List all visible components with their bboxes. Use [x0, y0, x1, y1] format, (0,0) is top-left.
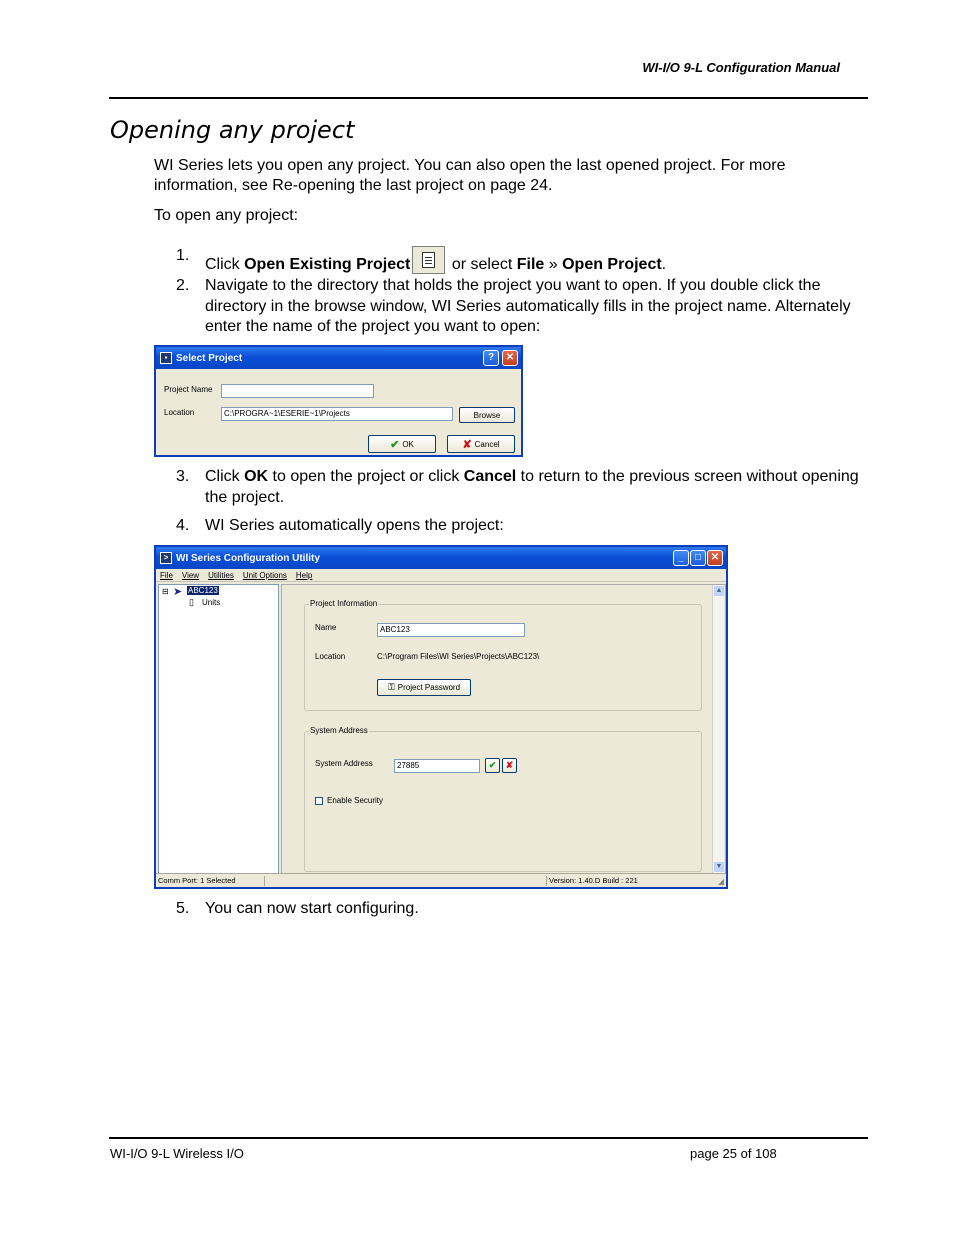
section-title: Opening any project: [110, 116, 355, 144]
ok-button[interactable]: ✔ OK: [368, 435, 436, 453]
step-4: [176, 516, 868, 537]
location-label: Location: [315, 652, 346, 661]
open-existing-project-icon: [412, 246, 445, 274]
status-empty-section: [264, 876, 544, 886]
menu-unit-options[interactable]: Unit Options: [242, 570, 287, 580]
vertical-scrollbar[interactable]: [712, 585, 724, 873]
version-status: Version: 1.40.D Build : 221: [546, 876, 638, 886]
step-text: WI Series automatically opens the project:: [205, 517, 504, 534]
resize-grip-icon[interactable]: ◢: [717, 877, 724, 886]
name-input[interactable]: ABC123: [377, 623, 525, 637]
menu-utilities[interactable]: Utilities: [208, 570, 234, 580]
menu-view[interactable]: View: [181, 570, 200, 580]
system-address-group: [304, 726, 702, 872]
browse-button[interactable]: Browse: [459, 407, 515, 423]
minimize-button[interactable]: _: [673, 550, 689, 566]
footer-rule: [109, 1137, 868, 1139]
tree-collapse-icon[interactable]: ⊟: [162, 587, 169, 596]
project-arrow-icon: ➤: [173, 586, 183, 598]
scroll-down-icon[interactable]: ▼: [715, 863, 723, 870]
app-icon: ▪: [160, 352, 172, 364]
cancel-button[interactable]: ✘ Cancel: [447, 435, 515, 453]
footer-product: WI-I/O 9-L Wireless I/O: [110, 1146, 244, 1161]
intro-paragraph: [154, 156, 866, 196]
group-title: Project Information: [310, 599, 378, 608]
header-rule: [109, 97, 868, 99]
tree-item-units[interactable]: Units: [202, 598, 221, 607]
project-password-button[interactable]: ⚿ Project Password: [377, 679, 471, 696]
system-address-input[interactable]: 27885: [394, 759, 480, 773]
intro-line-2: information, see Re-opening the last project on page 24.: [154, 177, 553, 194]
location-input[interactable]: C:\PROGRA~1\ESERIE~1\Projects: [221, 407, 453, 421]
dialog-title-bar: [156, 347, 521, 369]
help-button[interactable]: ?: [483, 350, 499, 366]
cancel-address-button[interactable]: [502, 758, 517, 773]
manual-header-title: WI-I/O 9-L Configuration Manual: [642, 60, 840, 75]
check-icon: ✔: [488, 760, 497, 770]
units-icon: ▯: [189, 597, 194, 607]
step-number: 5.: [176, 900, 190, 917]
step-text: You can now start configuring.: [205, 900, 419, 917]
intro-line-1: WI Series lets you open any project. You can also open the last opened project. For more: [154, 157, 786, 174]
step-number: 4.: [176, 517, 190, 534]
step-text: Navigate to the directory that holds the project you want to open. If you double click the directory in the browse window, WI Series automatically fills in the project name. Alternately enter the name of the project you want to open:: [205, 277, 851, 335]
step-1: 1. Click Open Existing Project or select File » Open Project.: [176, 247, 667, 273]
dialog-title: Select Project: [176, 352, 243, 364]
scroll-up-icon[interactable]: ▲: [715, 587, 723, 594]
intro-lead: To open any project:: [154, 207, 299, 224]
location-value: C:\Program Files\WI Series\Projects\ABC123\: [377, 652, 540, 661]
location-label: Location: [164, 408, 195, 417]
close-button[interactable]: ✕: [707, 550, 723, 566]
project-name-label: Project Name: [164, 385, 213, 394]
cancel-x-icon: ✘: [462, 438, 472, 451]
check-icon: ✔: [390, 438, 400, 451]
menu-bar: [156, 569, 726, 582]
maximize-button[interactable]: □: [690, 550, 706, 566]
config-utility-window: [154, 545, 728, 889]
step-2: [176, 276, 868, 338]
step-5: [176, 899, 868, 920]
menu-file[interactable]: File: [160, 570, 173, 580]
system-address-label: System Address: [315, 759, 373, 768]
open-existing-project-label: Open Existing Project: [244, 256, 411, 273]
close-button[interactable]: ✕: [502, 350, 518, 366]
step-3: 3. Click OK to open the project or click Cancel to return to the previous screen without opening the project.: [176, 468, 859, 506]
project-information-group: [304, 599, 702, 711]
enable-security-checkbox[interactable]: [315, 797, 323, 805]
window-title-bar: [156, 547, 726, 569]
step-number: 3.: [176, 468, 190, 485]
apply-address-button[interactable]: [485, 758, 500, 773]
menu-help[interactable]: Help: [295, 570, 313, 580]
app-icon: >: [160, 552, 172, 564]
cancel-x-icon: ✘: [505, 760, 514, 770]
step-number: 1.: [176, 247, 190, 264]
project-name-input[interactable]: [221, 384, 374, 398]
enable-security-label: Enable Security: [327, 796, 384, 805]
name-label: Name: [315, 623, 337, 632]
page-number: page 25 of 108: [690, 1146, 777, 1161]
tree-item-project[interactable]: ABC123: [188, 586, 218, 595]
status-bar: [156, 873, 726, 887]
key-icon: ⚿: [387, 682, 395, 692]
project-panel: [281, 584, 726, 874]
group-title: System Address: [310, 726, 368, 735]
window-title: WI Series Configuration Utility: [176, 552, 320, 564]
project-tree[interactable]: [158, 584, 279, 874]
step-number: 2.: [176, 277, 190, 294]
comm-port-status: Comm Port: 1 Selected: [158, 876, 236, 885]
select-project-dialog: [154, 345, 523, 457]
